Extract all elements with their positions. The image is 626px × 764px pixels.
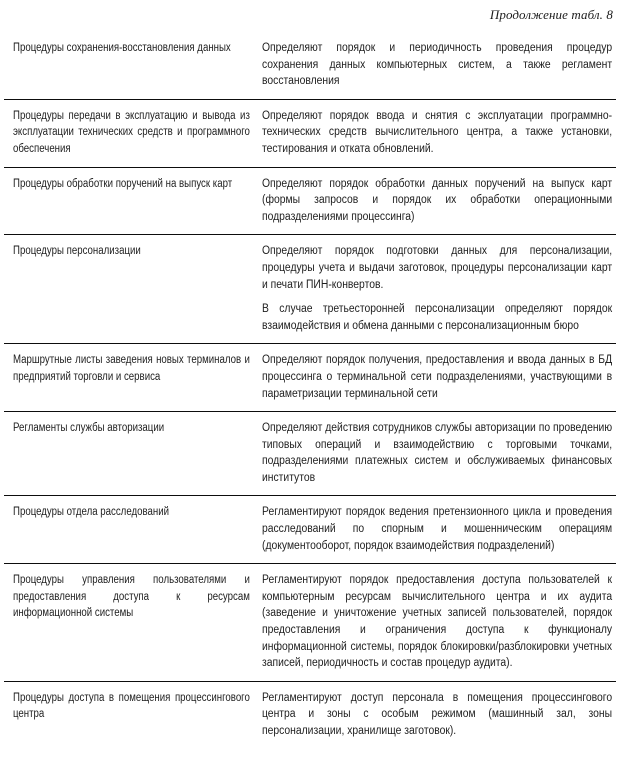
procedure-description: [262, 420, 612, 486]
procedure-name-cell: [13, 40, 250, 90]
table-row: [4, 100, 616, 168]
procedure-name: Регламенты службы авторизации: [13, 422, 165, 435]
procedure-name: Маршрутные листы заведения новых терминалов и предприятий торговли и сервиса: [13, 354, 250, 383]
table-row: [4, 168, 616, 236]
procedure-description: [262, 108, 612, 158]
description-paragraph: Регламентируют порядок ведения претензионного цикла и проведения расследований по спорным и мошенническим операциям (документооборот, порядок взаимодействия подразделений): [262, 506, 613, 552]
procedure-name: Процедуры доступа в помещения процессингового центра: [13, 691, 250, 721]
procedure-description-cell: [262, 420, 626, 486]
procedure-description: [262, 176, 612, 226]
procedure-description-cell: [262, 243, 626, 334]
procedure-name: Процедуры передачи в эксплуатацию и вывода из эксплуатации технических средств и программного обеспечения: [13, 109, 250, 155]
procedure-description: [262, 572, 612, 672]
procedure-name-cell: [13, 108, 250, 158]
procedure-name-cell: [13, 243, 250, 334]
description-paragraph: Регламентируют порядок предоставления доступа пользователей к компьютерным ресурсам вычислительного центра и их аудита (заведение и уничтожение учетных записей пользователей, порядок предоставления и ограничения доступа к функционалу информационной системы, порядок блокировки/разблокировки учетных записей, периодичность и состав процедур аудита).: [262, 574, 613, 670]
procedure-description-cell: [262, 504, 626, 554]
procedure-name-cell: [13, 420, 250, 486]
procedures-table: [4, 32, 616, 749]
table-row: [4, 344, 616, 412]
table-row: [4, 412, 616, 496]
table-continuation-note: Продолжение табл. 8: [489, 7, 613, 22]
procedure-description: [262, 243, 612, 334]
procedure-name-cell: [13, 572, 250, 672]
procedure-name-cell: [13, 690, 250, 740]
table-row: [4, 682, 616, 749]
description-paragraph: Определяют порядок обработки данных поручений на выпуск карт (формы запросов и порядок их обработки операционными подразделениями процессинга): [262, 177, 613, 223]
description-paragraph: Определяют порядок получения, предоставления и ввода данных в БД процессинга о терминальной сети подразделениями, участвующими в параметризации терминальной сети: [262, 354, 613, 400]
procedure-description: [262, 504, 612, 554]
procedure-name: Процедуры отдела расследований: [13, 506, 170, 519]
description-paragraph: Определяют действия сотрудников службы авторизации по проведению типовых операций и взаимодействию с торговыми точками, подразделениями платежных систем и обслуживаемых финансовых институтов: [262, 422, 613, 484]
table-row: [4, 496, 616, 564]
procedure-description-cell: [262, 572, 626, 672]
description-paragraph: В случае третьесторонней персонализации определяют порядок взаимодействия и обмена данными с персонализационным бюро: [262, 303, 613, 332]
procedure-description-cell: [262, 40, 626, 90]
table-row: [4, 235, 616, 344]
procedure-description-cell: [262, 352, 626, 402]
procedure-description-cell: [262, 176, 626, 226]
procedure-name: Процедуры управления пользователями и предоставления доступа к ресурсам информационной системы: [13, 574, 250, 620]
procedure-description-cell: [262, 690, 626, 740]
description-paragraph: Регламентируют доступ персонала в помещения процессингового центра и зоны с особым режимом (машинный зал, зоны персонализации, хранилище заготовок).: [262, 691, 613, 737]
procedure-name-cell: [13, 352, 250, 402]
procedure-description: [262, 352, 612, 402]
description-paragraph: Определяют порядок подготовки данных для персонализации, процедуры учета и выдачи заготовок, процедуры персонализации карт и печати ПИН-конвертов.: [262, 245, 613, 291]
procedure-name: Процедуры персонализации: [13, 245, 141, 258]
procedure-name: Процедуры сохранения-восстановления данных: [13, 42, 231, 54]
procedure-name: Процедуры обработки поручений на выпуск карт: [13, 177, 233, 190]
table-row: [4, 564, 616, 682]
procedure-description: [262, 690, 612, 740]
procedure-name-cell: [13, 176, 250, 226]
procedure-description: [262, 40, 612, 90]
description-paragraph: Определяют порядок и периодичность проведения процедур сохранения данных компьютерных систем, а также регламент восстановления: [262, 42, 613, 88]
description-paragraph: Определяют порядок ввода и снятия с эксплуатации программно-технических средств вычислительного центра, а также установки, тестирования и отката обновлений.: [262, 109, 613, 155]
procedure-name-cell: [13, 504, 250, 554]
procedure-description-cell: [262, 108, 626, 158]
table-row: [4, 32, 616, 100]
